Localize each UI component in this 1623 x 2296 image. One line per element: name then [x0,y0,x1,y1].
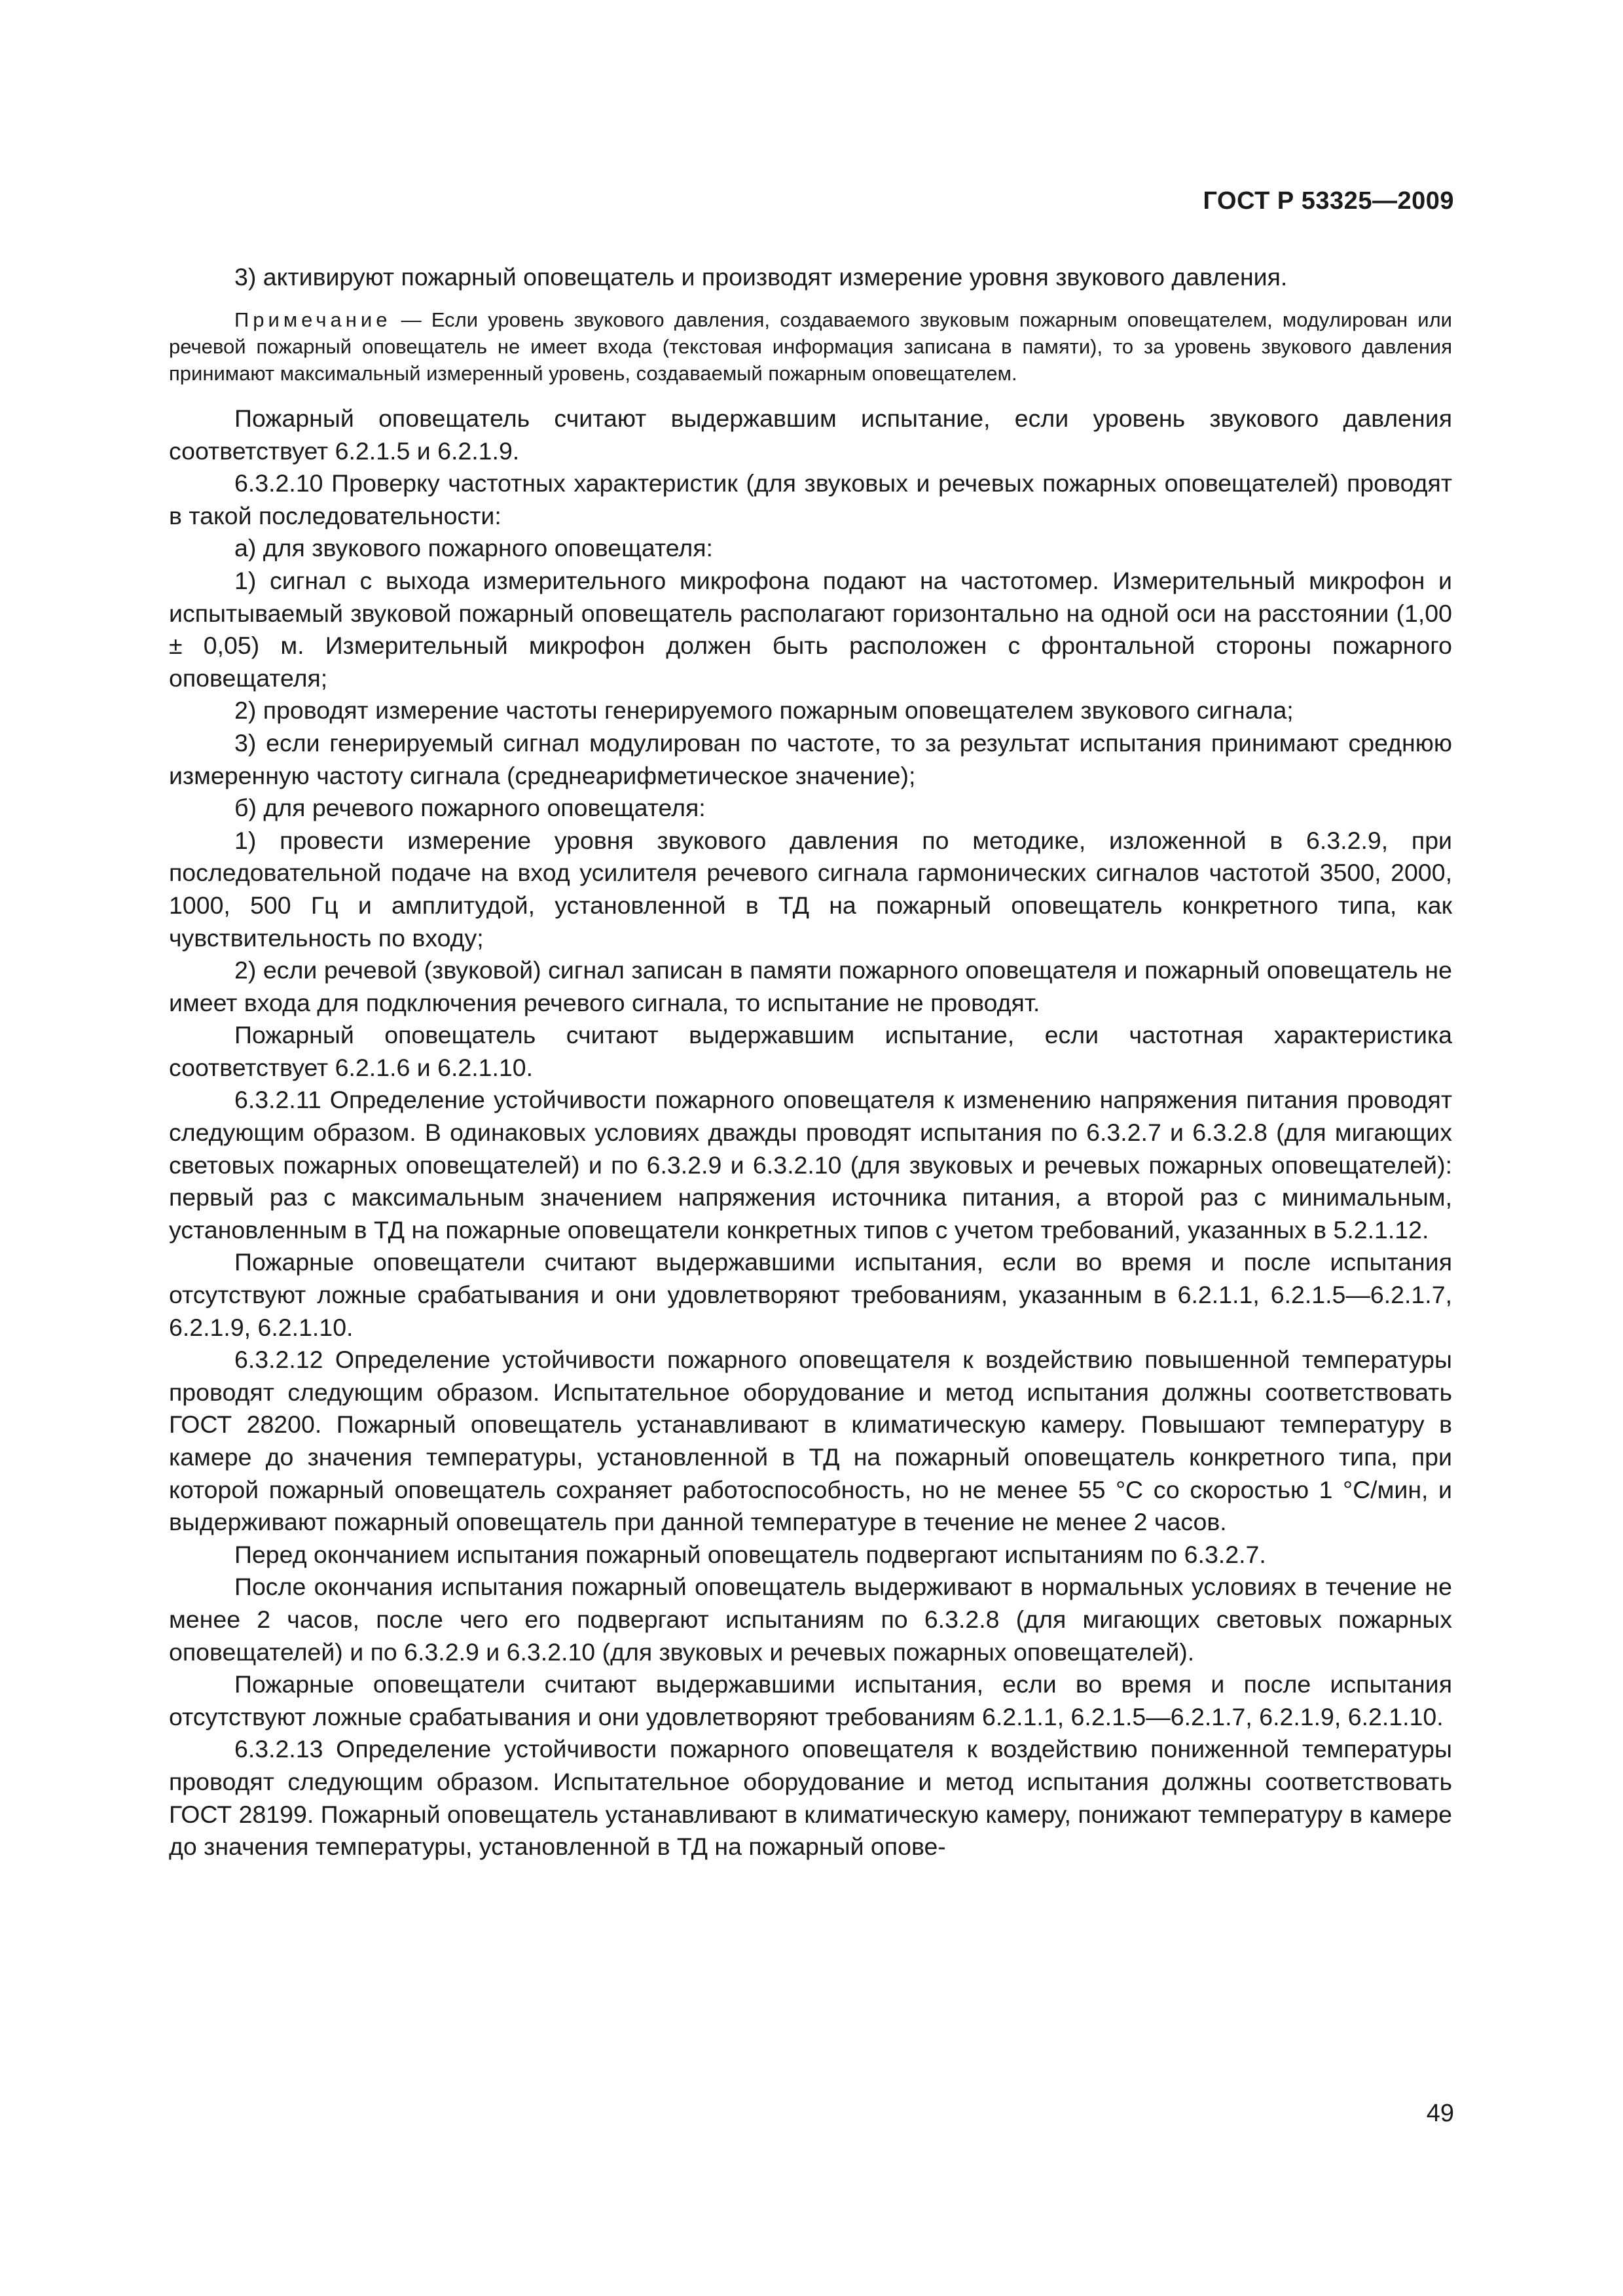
paragraph: 6.3.2.10 Проверку частотных характеристик (для звуковых и речевых пожарных оповещателей) проводят в такой последовательности: [169,469,1452,529]
page-content [169,260,1452,1863]
paragraph: Пожарные оповещатели считают выдержавшими испытания, если во время и после испытания отсутствуют ложные срабатывания и они удовлетворяют требованиям 6.2.1.1, 6.2.1.5—6.2.1.7, 6.2.1.9, 6.2.1.10. [169,1670,1452,1731]
page-number: 49 [1426,2100,1454,2127]
paragraph: а) для звукового пожарного оповещателя: [234,534,713,562]
paragraph: 1) сигнал с выхода измерительного микрофона подают на частотомер. Измерительный микрофон и испытываемый звуковой пожарный оповещатель располагают горизонтально на одной оси на расстоянии (1,00 ± 0,05) м. Измерительный микрофон должен быть расположен с фронтальной стороны пожарного оповещателя; [169,566,1452,692]
intro-paragraph: 3) активируют пожарный оповещатель и производят измерение уровня звукового давления. [234,263,1288,291]
note-text: — Если уровень звукового давления, создаваемого звуковым пожарным оповещателем, модулирован или речевой пожарный оповещатель не имеет входа (текстовая информация записана в памяти), то за уровень звукового давления принимают максимальный измеренный уровень, создаваемый пожарным оповещателем. [169,308,1452,385]
standard-header: ГОСТ Р 53325—2009 [1203,187,1454,215]
paragraph: 6.3.2.12 Определение устойчивости пожарного оповещателя к воздействию повышенной температуры проводят следующим образом. Испытательное оборудование и метод испытания должны соответствовать ГОСТ 28200. Пожарный оповещатель устанавливают в климатическую камеру. Повышают температуру в камере до значения температуры, установленной в ТД на пожарный оповещатель конкретного типа, при которой пожарный оповещатель сохраняет работоспособность, но не менее 55 °С со скоростью 1 °С/мин, и выдерживают пожарный оповещатель при данной температуре в течение не менее 2 часов. [169,1346,1452,1536]
paragraph: Пожарный оповещатель считают выдержавшим испытание, если частотная характеристика соответствует 6.2.1.6 и 6.2.1.10. [169,1021,1452,1081]
paragraph: 1) провести измерение уровня звукового давления по методике, изложенной в 6.3.2.9, при последовательной подаче на вход усилителя речевого сигнала гармонических сигналов частотой 3500, 2000, 1000, 500 Гц и амплитудой, установленной в ТД на пожарный оповещатель конкретного типа, как чувствительность по входу; [169,826,1452,952]
body-text [169,403,1452,1863]
paragraph: 6.3.2.13 Определение устойчивости пожарного оповещателя к воздействию пониженной температуры проводят следующим образом. Испытательное оборудование и метод испытания должны соответствовать ГОСТ 28199. Пожарный оповещатель устанавливают в климатическую камеру, понижают температуру в камере до значения температуры, установленной в ТД на пожарный опове- [169,1735,1452,1861]
paragraph: 3) если генерируемый сигнал модулирован по частоте, то за результат испытания принимают среднюю измеренную частоту сигнала (среднеарифметическое значение); [169,728,1452,789]
paragraph: Пожарный оповещатель считают выдержавшим испытание, если уровень звукового давления соответствует 6.2.1.5 и 6.2.1.9. [169,404,1452,465]
paragraph: 2) если речевой (звуковой) сигнал записан в памяти пожарного оповещателя и пожарный оповещатель не имеет входа для подключения речевого сигнала, то испытание не проводят. [169,956,1452,1016]
paragraph: Пожарные оповещатели считают выдержавшими испытания, если во время и после испытания отсутствуют ложные срабатывания и они удовлетворяют требованиям, указанным в 6.2.1.1, 6.2.1.5—6.2.1.7, 6.2.1.9, 6.2.1.10. [169,1248,1452,1341]
paragraph: После окончания испытания пожарный оповещатель выдерживают в нормальных условиях в течение не менее 2 часов, после чего его подвергают испытаниям по 6.3.2.8 (для мигающих световых пожарных оповещателей) и по 6.3.2.9 и 6.3.2.10 (для звуковых и речевых пожарных оповещателей). [169,1573,1452,1666]
paragraph: 6.3.2.11 Определение устойчивости пожарного оповещателя к изменению напряжения питания проводят следующим образом. В одинаковых условиях дважды проводят испытания по 6.3.2.7 и 6.3.2.8 (для мигающих световых пожарных оповещателей) и по 6.3.2.9 и 6.3.2.10 (для звуковых и речевых пожарных оповещателей): первый раз с максимальным значением напряжения источника питания, а второй раз с минимальным, установленным в ТД на пожарные оповещатели конкретных типов с учетом требований, указанных в 5.2.1.12. [169,1086,1452,1244]
paragraph: Перед окончанием испытания пожарный оповещатель подвергают испытаниям по 6.3.2.7. [234,1540,1266,1568]
note-label: Примечание [234,308,392,331]
paragraph: 2) проводят измерение частоты генерируемого пожарным оповещателем звукового сигнала; [234,696,1294,725]
note-block [169,306,1452,387]
paragraph: б) для речевого пожарного оповещателя: [234,794,706,822]
